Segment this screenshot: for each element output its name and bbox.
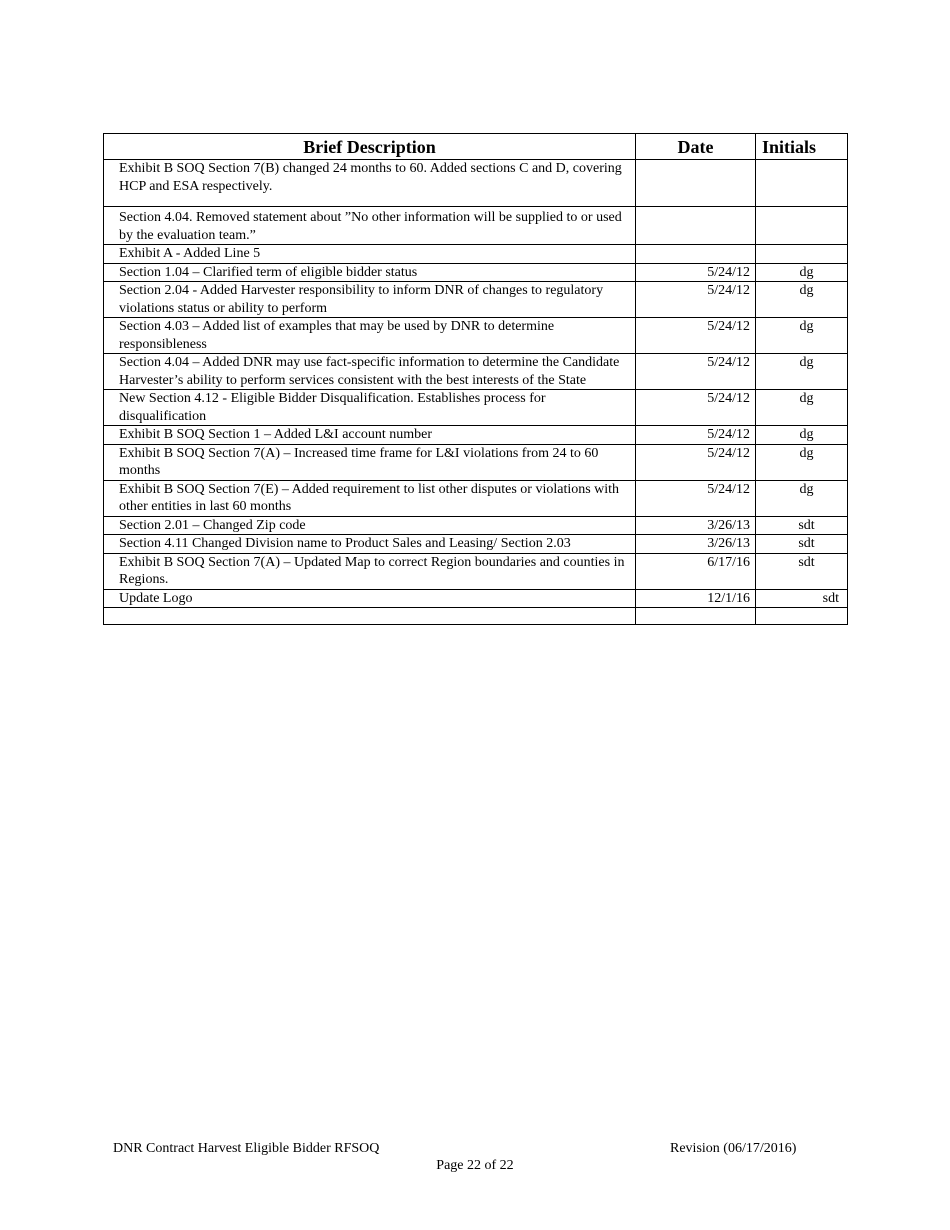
table-row — [104, 207, 848, 245]
row-date: 3/26/13 — [636, 535, 756, 554]
row-description: Section 4.03 – Added list of examples that may be used by DNR to determine responsibleness — [104, 318, 636, 354]
row-initials — [756, 160, 848, 207]
table-row — [104, 535, 848, 554]
row-description — [104, 608, 636, 625]
row-initials: dg — [756, 282, 848, 318]
row-initials: dg — [756, 480, 848, 516]
row-description: Exhibit B SOQ Section 1 – Added L&I account number — [104, 426, 636, 445]
row-initials: dg — [756, 263, 848, 282]
row-initials: dg — [756, 444, 848, 480]
table-row — [104, 553, 848, 589]
row-date: 5/24/12 — [636, 480, 756, 516]
row-date — [636, 245, 756, 264]
row-description: Section 2.04 - Added Harvester responsibility to inform DNR of changes to regulatory violations status or ability to perform — [104, 282, 636, 318]
table-row — [104, 516, 848, 535]
table-row — [104, 245, 848, 264]
header-initials: Initials — [756, 134, 848, 160]
row-description: Section 4.04 – Added DNR may use fact-specific information to determine the Candidate Harvester’s ability to perform services consistent with the best interests of the State — [104, 354, 636, 390]
row-description: Update Logo — [104, 589, 636, 608]
row-date: 3/26/13 — [636, 516, 756, 535]
table-row — [104, 426, 848, 445]
row-date: 5/24/12 — [636, 444, 756, 480]
row-description: Exhibit B SOQ Section 7(B) changed 24 months to 60. Added sections C and D, covering HCP and ESA respectively. — [104, 160, 636, 207]
row-initials — [756, 207, 848, 245]
row-description: Exhibit B SOQ Section 7(E) – Added requirement to list other disputes or violations with other entities in last 60 months — [104, 480, 636, 516]
footer-revision: Revision (06/17/2016) — [670, 1141, 797, 1156]
table-header-row — [104, 134, 848, 160]
table-row — [104, 318, 848, 354]
row-initials: sdt — [756, 589, 848, 608]
table-row — [104, 480, 848, 516]
row-date: 5/24/12 — [636, 426, 756, 445]
row-initials — [756, 245, 848, 264]
row-description: Section 1.04 – Clarified term of eligible bidder status — [104, 263, 636, 282]
header-brief-description: Brief Description — [104, 134, 636, 160]
table-row — [104, 608, 848, 625]
row-description: Exhibit A - Added Line 5 — [104, 245, 636, 264]
row-description: Exhibit B SOQ Section 7(A) – Increased time frame for L&I violations from 24 to 60 months — [104, 444, 636, 480]
row-initials: sdt — [756, 553, 848, 589]
header-date: Date — [636, 134, 756, 160]
row-description: Section 4.11 Changed Division name to Product Sales and Leasing/ Section 2.03 — [104, 535, 636, 554]
row-initials: dg — [756, 354, 848, 390]
row-date: 5/24/12 — [636, 318, 756, 354]
row-date: 6/17/16 — [636, 553, 756, 589]
row-initials: dg — [756, 426, 848, 445]
row-initials: dg — [756, 390, 848, 426]
row-description: Section 4.04. Removed statement about ”No other information will be supplied to or used by the evaluation team.” — [104, 207, 636, 245]
row-initials: sdt — [756, 535, 848, 554]
row-date: 5/24/12 — [636, 263, 756, 282]
table-row — [104, 390, 848, 426]
row-description: Exhibit B SOQ Section 7(A) – Updated Map to correct Region boundaries and counties in Regions. — [104, 553, 636, 589]
table-row — [104, 589, 848, 608]
row-date: 5/24/12 — [636, 282, 756, 318]
footer-page-number: Page 22 of 22 — [436, 1158, 514, 1173]
table-row — [104, 263, 848, 282]
footer-document-title: DNR Contract Harvest Eligible Bidder RFSOQ — [113, 1141, 380, 1156]
row-date — [636, 207, 756, 245]
row-date: 12/1/16 — [636, 589, 756, 608]
row-date — [636, 160, 756, 207]
table-row — [104, 282, 848, 318]
row-initials — [756, 608, 848, 625]
table-row — [104, 354, 848, 390]
table-row — [104, 444, 848, 480]
table-row — [104, 160, 848, 207]
row-date — [636, 608, 756, 625]
row-initials: sdt — [756, 516, 848, 535]
row-description: New Section 4.12 - Eligible Bidder Disqualification. Establishes process for disqualification — [104, 390, 636, 426]
row-initials: dg — [756, 318, 848, 354]
row-date: 5/24/12 — [636, 354, 756, 390]
revision-history-table — [103, 133, 848, 625]
row-description: Section 2.01 – Changed Zip code — [104, 516, 636, 535]
row-date: 5/24/12 — [636, 390, 756, 426]
